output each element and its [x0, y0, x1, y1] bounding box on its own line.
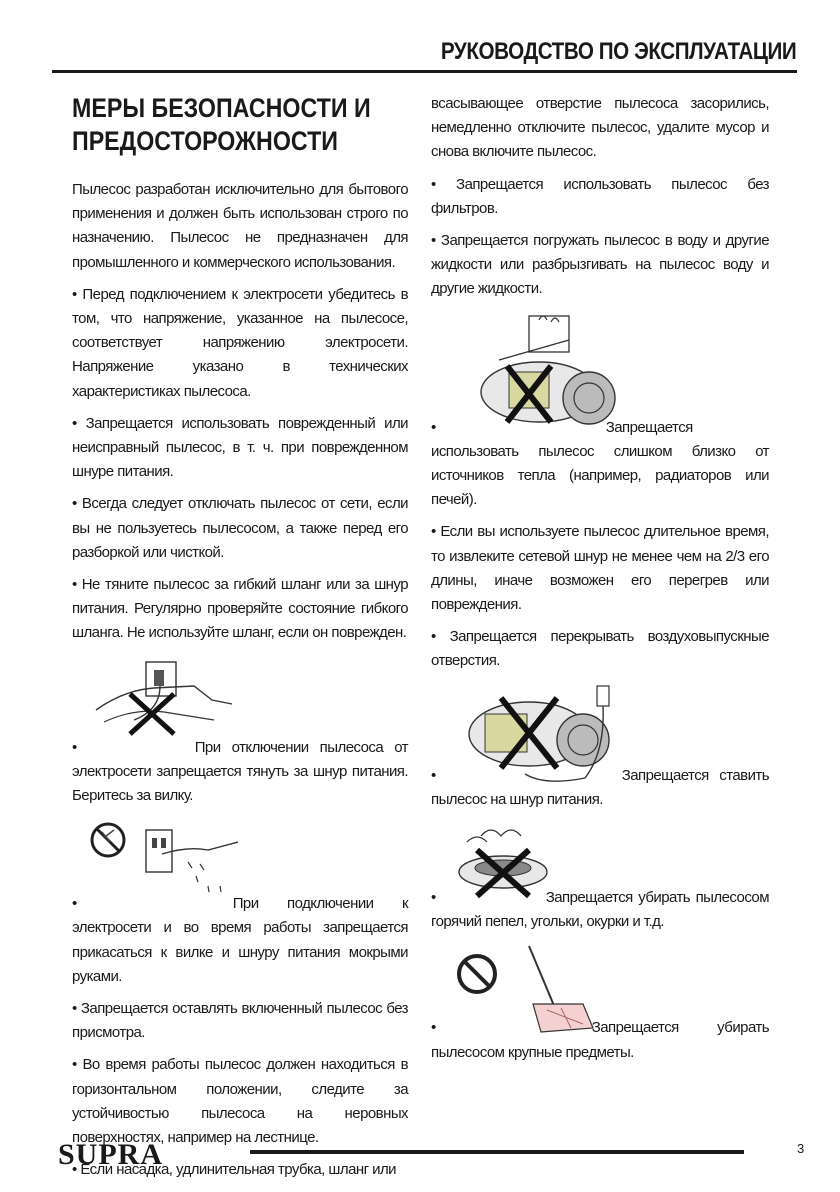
- figure-caption: [72, 736, 408, 809]
- figure-caption-text: Запрещается убирать пылесосом крупные предметы.: [431, 1019, 769, 1061]
- figure-caption-text: Запрещается убирать пылесосом горячий пепел, угольки, окурки и т.д.: [431, 889, 769, 931]
- figure-caption-text: Запрещается ставить пылесос на шнур питания.: [431, 766, 769, 808]
- footer-rule: [250, 1150, 744, 1154]
- figure-caption: [72, 892, 408, 989]
- figure-caption-text: Запрещается использовать пылесос слишком близко от источников тепла (например, радиаторов или печей).: [431, 418, 769, 509]
- list-item: • Если вы используете пылесос длительное время, то извлеките сетевой шнур не менее чем на 2/3 его длины, иначе возможен его перегрев или повреждения.: [431, 523, 769, 614]
- intro-paragraph: Пылесос разработан исключительно для бытового применения и должен быть использован строго по назначению. Пылесос не предназначен для промышленного и коммерческого использования.: [72, 181, 408, 271]
- right-column: [431, 92, 769, 1073]
- bullet: •: [72, 895, 77, 913]
- figure-caption: [431, 764, 769, 812]
- heat-source-illustration: [459, 310, 619, 428]
- left-column: [72, 92, 408, 1191]
- section-title: МЕРЫ БЕЗОПАСНОСТИ И ПРЕДОСТОРОЖНОСТИ: [72, 93, 371, 156]
- list-item: • Перед подключением к электросети убедитесь в том, что напряжение, указанное на пылесосе, соответствует напряжению электросети. Напряжение указано в технических характеристиках пылесоса.: [72, 285, 408, 400]
- list-item: • Если насадка, удлинительная трубка, шланг или: [72, 1161, 397, 1179]
- figure-caption-text: При отключении пылесоса от электросети запрещается тянуть за шнур питания. Беритесь за вилку.: [72, 738, 408, 805]
- continued-paragraph: всасывающее отверстие пылесоса засорились, немедленно отключите пылесос, удалите мусор и снова включите пылесос.: [431, 95, 769, 161]
- list-item: • Запрещается использовать поврежденный или неисправный пылесос, в т. ч. при поврежденном шнуре питания.: [72, 414, 408, 481]
- bullet: •: [431, 889, 436, 907]
- page-header-title: РУКОВОДСТВО ПО ЭКСПЛУАТАЦИИ: [440, 38, 796, 65]
- figure-caption: [431, 416, 769, 513]
- list-item: • Запрещается погружать пылесос в воду и другие жидкости или разбрызгивать на пылесос воду и другие жидкости.: [431, 232, 769, 298]
- bullet: •: [431, 1019, 436, 1037]
- figure-caption: [431, 886, 769, 934]
- header-rule: [52, 70, 797, 73]
- figure-caption-text: При подключении к электросети и во время работы запрещается прикасаться к вилке и шнуру питания мокрыми руками.: [72, 895, 408, 985]
- page-number: 3: [797, 1141, 805, 1156]
- figure-caption: [431, 1016, 769, 1064]
- pull-cord-illustration: [94, 660, 234, 738]
- list-item: • Запрещается перекрывать воздуховыпускные отверстия.: [431, 628, 769, 670]
- list-item: • Во время работы пылесос должен находиться в горизонтальном положении, следите за устойчивостью пылесоса на неровных поверхностях, например на лестнице.: [72, 1056, 408, 1147]
- wet-hands-illustration: [88, 816, 238, 896]
- bullet: •: [431, 418, 436, 436]
- list-item: • Запрещается оставлять включенный пылесос без присмотра.: [72, 1000, 408, 1042]
- list-item: • Всегда следует отключать пылесос от сети, если вы не пользуетесь пылесосом, а также перед его разборкой или чисткой.: [72, 495, 408, 561]
- brand-logo: SUPRA: [58, 1138, 164, 1171]
- list-item: • Запрещается использовать пылесос без фильтров.: [431, 175, 769, 217]
- bullet: •: [72, 738, 77, 756]
- bullet: •: [431, 766, 436, 784]
- list-item: • Не тяните пылесос за гибкий шланг или за шнур питания. Регулярно проверяйте состояние гибкого шланга. Не используйте шланг, если он поврежден.: [72, 576, 408, 642]
